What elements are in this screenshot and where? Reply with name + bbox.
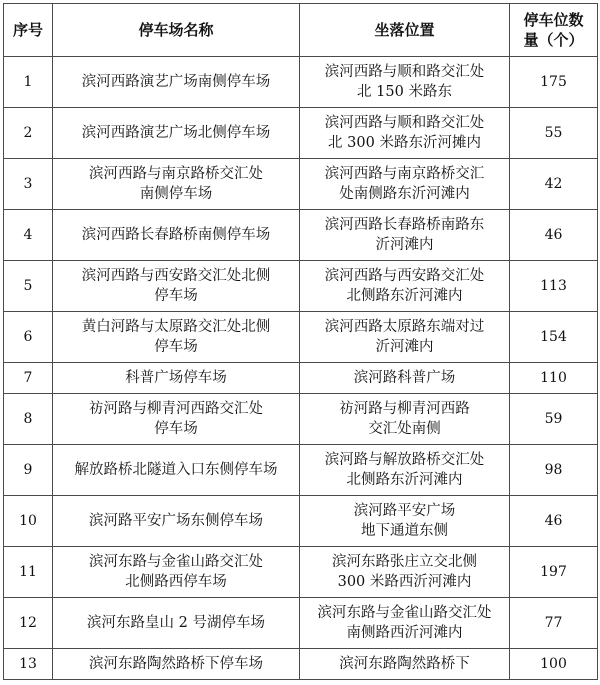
cell-lot-name: 滨河西路长春路桥南侧停车场 xyxy=(53,210,300,261)
cell-spaces: 77 xyxy=(510,598,598,649)
cell-lot-name: 滨河东路与金雀山路交汇处 北侧路西停车场 xyxy=(53,547,300,598)
cell-number: 12 xyxy=(4,598,53,649)
header-lot-name: 停车场名称 xyxy=(53,4,300,57)
cell-location: 滨河东路张庄立交北侧 300 米路西沂河滩内 xyxy=(300,547,510,598)
cell-location: 滨河路科普广场 xyxy=(300,363,510,394)
table-row xyxy=(4,547,598,598)
cell-location: 滨河西路与顺和路交汇处 北 300 米路东沂河摊内 xyxy=(300,108,510,159)
parking-lot-table xyxy=(3,3,598,680)
cell-number: 2 xyxy=(4,108,53,159)
cell-lot-name: 滨河西路与西安路交汇处北侧 停车场 xyxy=(53,261,300,312)
table-row xyxy=(4,649,598,680)
table-row xyxy=(4,312,598,363)
cell-lot-name: 滨河西路演艺广场北侧停车场 xyxy=(53,108,300,159)
cell-number: 8 xyxy=(4,394,53,445)
cell-number: 9 xyxy=(4,445,53,496)
cell-lot-name: 科普广场停车场 xyxy=(53,363,300,394)
cell-number: 7 xyxy=(4,363,53,394)
cell-location: 滨河路与解放路桥交汇处 北侧路东沂河滩内 xyxy=(300,445,510,496)
cell-spaces: 175 xyxy=(510,57,598,108)
cell-number: 5 xyxy=(4,261,53,312)
cell-location: 滨河西路太原路东端对过 沂河滩内 xyxy=(300,312,510,363)
cell-lot-name: 黄白河路与太原路交汇处北侧 停车场 xyxy=(53,312,300,363)
cell-lot-name: 祊河路与柳青河西路交汇处 停车场 xyxy=(53,394,300,445)
cell-spaces: 154 xyxy=(510,312,598,363)
cell-location: 滨河西路与西安路交汇处 北侧路东沂河滩内 xyxy=(300,261,510,312)
table-row xyxy=(4,57,598,108)
cell-location: 滨河西路与顺和路交汇处 北 150 米路东 xyxy=(300,57,510,108)
table-row xyxy=(4,108,598,159)
table-row xyxy=(4,394,598,445)
cell-location: 滨河东路陶然路桥下 xyxy=(300,649,510,680)
cell-lot-name: 滨河东路陶然路桥下停车场 xyxy=(53,649,300,680)
cell-spaces: 98 xyxy=(510,445,598,496)
cell-number: 13 xyxy=(4,649,53,680)
cell-lot-name: 滨河东路皇山 2 号湖停车场 xyxy=(53,598,300,649)
cell-spaces: 46 xyxy=(510,496,598,547)
table-row xyxy=(4,445,598,496)
table-row xyxy=(4,496,598,547)
cell-location: 滨河西路长春路桥南路东 沂河滩内 xyxy=(300,210,510,261)
parking-table-container xyxy=(3,3,598,680)
cell-spaces: 113 xyxy=(510,261,598,312)
cell-number: 10 xyxy=(4,496,53,547)
cell-location: 滨河西路与南京路桥交汇 处南侧路东沂河滩内 xyxy=(300,159,510,210)
cell-spaces: 42 xyxy=(510,159,598,210)
cell-spaces: 46 xyxy=(510,210,598,261)
cell-number: 1 xyxy=(4,57,53,108)
cell-spaces: 59 xyxy=(510,394,598,445)
header-spaces: 停车位数 量（个） xyxy=(510,4,598,57)
cell-number: 4 xyxy=(4,210,53,261)
table-header-row xyxy=(4,4,598,57)
cell-location: 祊河路与柳青河西路 交汇处南侧 xyxy=(300,394,510,445)
cell-lot-name: 滨河路平安广场东侧停车场 xyxy=(53,496,300,547)
header-number: 序号 xyxy=(4,4,53,57)
cell-lot-name: 解放路桥北隧道入口东侧停车场 xyxy=(53,445,300,496)
cell-spaces: 55 xyxy=(510,108,598,159)
cell-spaces: 110 xyxy=(510,363,598,394)
cell-number: 6 xyxy=(4,312,53,363)
cell-number: 3 xyxy=(4,159,53,210)
cell-location: 滨河东路与金雀山路交汇处 南侧路西沂河滩内 xyxy=(300,598,510,649)
cell-spaces: 100 xyxy=(510,649,598,680)
cell-spaces: 197 xyxy=(510,547,598,598)
table-row xyxy=(4,598,598,649)
table-row xyxy=(4,159,598,210)
cell-location: 滨河路平安广场 地下通道东侧 xyxy=(300,496,510,547)
header-location: 坐落位置 xyxy=(300,4,510,57)
cell-number: 11 xyxy=(4,547,53,598)
cell-lot-name: 滨河西路与南京路桥交汇处 南侧停车场 xyxy=(53,159,300,210)
table-row xyxy=(4,261,598,312)
table-row xyxy=(4,210,598,261)
cell-lot-name: 滨河西路演艺广场南侧停车场 xyxy=(53,57,300,108)
table-row xyxy=(4,363,598,394)
